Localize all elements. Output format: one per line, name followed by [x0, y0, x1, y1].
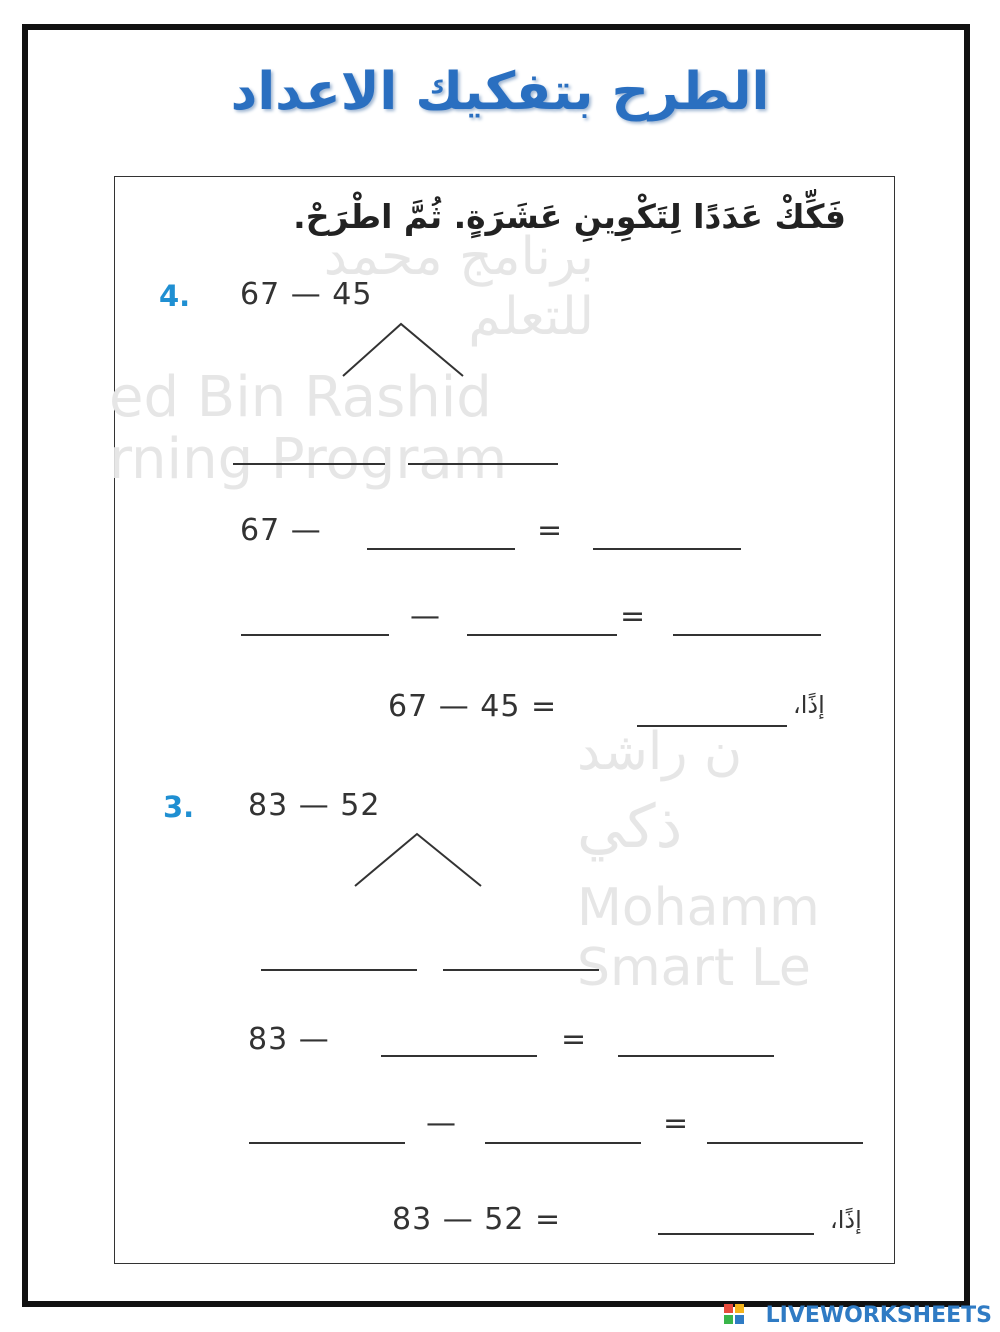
question-number: 3.	[163, 790, 195, 824]
answer-blank-step1-a[interactable]	[367, 548, 515, 550]
answer-blank-step2-b[interactable]	[467, 634, 617, 636]
answer-blank-step2-a[interactable]	[241, 634, 389, 636]
answer-blank-step1-b[interactable]	[618, 1055, 774, 1057]
watermark-ar-4: ذكي	[577, 792, 683, 862]
watermark-en-3: Mohamm	[577, 878, 820, 938]
answer-blank-step2-c[interactable]	[707, 1142, 863, 1144]
watermark-en-4: Smart Le	[577, 938, 811, 998]
page-title: الطرح بتفكيك الاعداد	[230, 62, 770, 122]
watermark-en-2: rning Program	[109, 427, 508, 492]
decompose-branch	[341, 322, 465, 378]
question-number: 4.	[159, 279, 191, 313]
step2-equals: =	[663, 1106, 690, 1141]
final-equation: 67 — 45 =	[388, 689, 558, 724]
answer-blank-split-1[interactable]	[261, 969, 417, 971]
answer-blank-split-1[interactable]	[233, 463, 385, 465]
final-equation: 83 — 52 =	[392, 1202, 562, 1237]
answer-blank-step1-a[interactable]	[381, 1055, 537, 1057]
answer-blank-split-2[interactable]	[408, 463, 558, 465]
watermark-ar-3: ن راشد	[577, 722, 743, 782]
step2-equals: =	[620, 599, 647, 634]
answer-blank-final[interactable]	[658, 1233, 814, 1235]
step1-equals: =	[537, 513, 564, 548]
answer-blank-step2-b[interactable]	[485, 1142, 641, 1144]
answer-blank-step2-c[interactable]	[673, 634, 821, 636]
instruction-text: فَكِّكْ عَدَدًا لِتَكْوِينِ عَشَرَةٍ. ثُمَّ اطْرَحْ.	[293, 197, 846, 236]
watermark-ar-1: برنامج محمد	[323, 227, 594, 287]
problem-panel-3	[114, 722, 895, 1264]
step1-start: 83 —	[248, 1022, 330, 1057]
answer-blank-final[interactable]	[637, 725, 787, 727]
problem-panel-4	[109, 176, 895, 753]
so-label: إذًا،	[830, 1206, 862, 1234]
problem-expression: 83 — 52	[248, 788, 381, 823]
brand-footer[interactable]: LIVEWORKSHEETS	[765, 1303, 992, 1328]
watermark-ar-2: للتعلم	[468, 287, 594, 347]
watermark-en-1: ed Bin Rashid	[109, 365, 492, 430]
step2-minus: —	[410, 599, 441, 634]
liveworksheets-logo-icon	[724, 1304, 744, 1324]
problem-expression: 67 — 45	[240, 277, 373, 312]
step1-equals: =	[561, 1022, 588, 1057]
answer-blank-step1-b[interactable]	[593, 548, 741, 550]
so-label: إذًا،	[793, 691, 825, 719]
step2-minus: —	[426, 1106, 457, 1141]
step1-start: 67 —	[240, 513, 322, 548]
decompose-branch	[353, 832, 483, 888]
answer-blank-step2-a[interactable]	[249, 1142, 405, 1144]
answer-blank-split-2[interactable]	[443, 969, 599, 971]
